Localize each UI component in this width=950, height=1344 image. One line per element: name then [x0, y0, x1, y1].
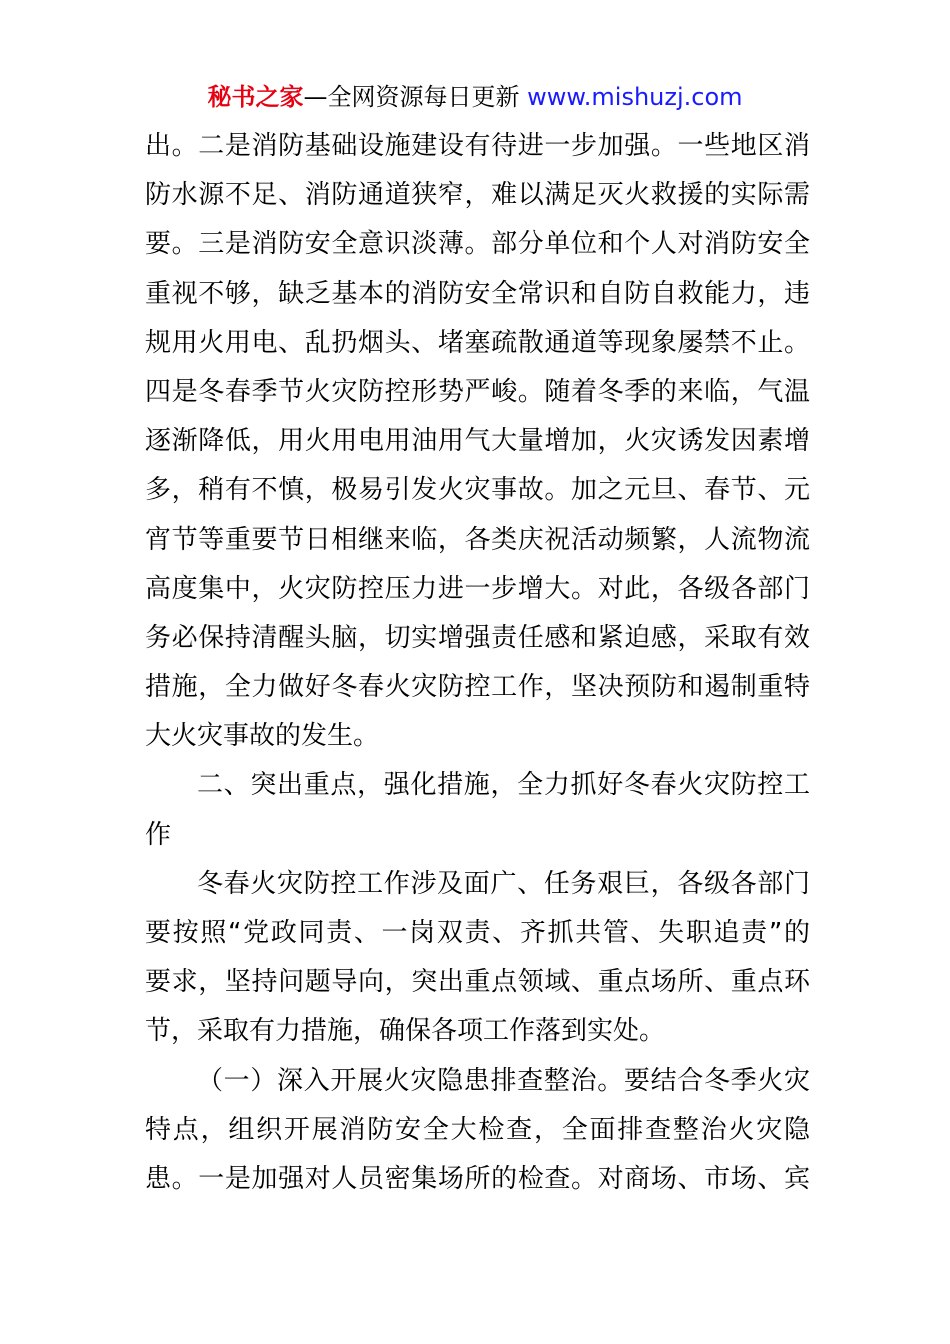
text-line: 防水源不足、消防通道狭窄，难以满足灭火救援的实际需 [145, 180, 810, 211]
text-line: （一）深入开展火灾隐患排查整治。要结合冬季火灾 [197, 1065, 810, 1096]
text-line: 逐渐降低，用火用电用油用气大量增加，火灾诱发因素增 [145, 426, 810, 457]
brand-name: 秘书之家 [207, 83, 304, 111]
text-line: 出。二是消防基础设施建设有待进一步加强。一些地区消 [145, 131, 810, 161]
text-line: 冬春火灾防控工作涉及面广、任务艰巨，各级各部门 [197, 868, 810, 899]
document-body [145, 122, 810, 1204]
text-line: 患。一是加强对人员密集场所的检查。对商场、市场、宾 [145, 1163, 810, 1194]
header-tagline: —全网资源每日更新 [303, 83, 528, 111]
text-line: 多，稍有不慎，极易引发火灾事故。加之元旦、春节、元 [145, 475, 810, 506]
text-line: 务必保持清醒头脑，切实增强责任感和紧迫感，采取有效 [145, 622, 810, 653]
text-line: 特点，组织开展消防安全大检查，全面排查整治火灾隐 [145, 1114, 810, 1145]
text-line: 节，采取有力措施，确保各项工作落到实处。 [145, 1016, 666, 1047]
text-line: 规用火用电、乱扔烟头、堵塞疏散通道等现象屡禁不止。 [145, 327, 810, 358]
text-line: 宵节等重要节日相继来临，各类庆祝活动频繁，人流物流 [145, 524, 810, 555]
text-line: 四是冬春季节火灾防控形势严峻。随着冬季的来临，气温 [145, 376, 810, 407]
text-line: 要求，坚持问题导向，突出重点领域、重点场所、重点环 [145, 967, 810, 998]
text-line: 作 [145, 819, 172, 850]
text-line: 高度集中，火灾防控压力进一步增大。对此，各级各部门 [145, 573, 810, 604]
text-line: 大火灾事故的发生。 [145, 721, 380, 752]
site-url[interactable]: www.mishuzj.com [527, 83, 743, 111]
text-line: 重视不够，缺乏基本的消防安全常识和自防自救能力，违 [145, 278, 810, 309]
site-header [0, 80, 950, 114]
text-line: 要按照“党政同责、一岗双责、齐抓共管、失职追责”的 [145, 918, 810, 948]
text-line: 要。三是消防安全意识淡薄。部分单位和个人对消防安全 [145, 229, 810, 260]
text-line: 二、突出重点，强化措施，全力抓好冬春火灾防控工 [197, 770, 810, 801]
text-line: 措施，全力做好冬春火灾防控工作，坚决预防和遏制重特 [145, 672, 810, 703]
